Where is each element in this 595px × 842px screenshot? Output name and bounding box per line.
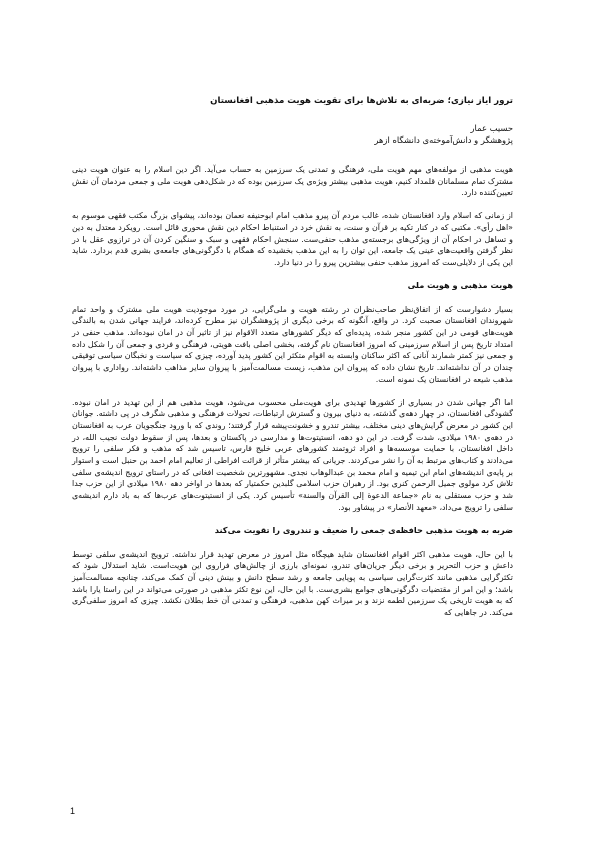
page-number: 1: [70, 806, 76, 816]
author-name: حسیب عمار: [470, 123, 513, 133]
document-body: [72, 96, 513, 630]
section-heading-memory: ضربه به هویت مذهبی حافظه‌ی جمعی را ضعیف و تندروی را تقویت می‌کند: [214, 524, 513, 535]
paragraph-intro-1: هویت مذهبی از مولفه‌های مهم هویت ملی، فرهنگی و تمدنی یک سرزمین به حساب می‌آید. اگر دین اسلام را به عنوان هویت دینی مشترک تمام مسلمانان قلمداد کنیم، هویت مذهبی بیشتر ویژه‌ی یک سرزمین بوده که در شکل‌دهی هویت ملی و جمعی مردمان آن نقش تعیین‌کننده دارد.: [72, 165, 513, 198]
paragraph-section2-1: با این حال، هویت مذهبی اکثر اقوام افغانستان شاید هیچگاه مثل امروز در معرض تهدید قرار نداشته. ترویج اندیشه‌ی سلفی توسط داعش و حزب التحریر و برخی دیگر جریان‌های تندرو، نمونه‌ای بارزی از چالش‌های فراروی این هویت‌است. شاید استدلال شود که تکثرگرایی مذهبی مانند کثرت‌گرایی سیاسی به پویایی جامعه و رشد سطح دانش و بینش دینی آن کمک می‌کند، چنانچه مسالمت‌آمیز باشد؛ و این امر از مقتضیات دگرگونی‌های جوامع بشری‌ست. با این حال، این نوع تکثر مذهبی در صورتی می‌تواند در این راستا یارا باشد که به هویت تاریخی یک سرزمین لطمه نزند و بر میراث کهن مذهبی، فرهنگی و تمدنی آن خط بطلان نکشد. چیزی که امروز سلفی‌گری می‌کند. در جاهایی که: [72, 549, 513, 618]
document-title: ترور ایاز نیازی؛ ضربه‌ای به تلاش‌ها برای تقویت هویت مذهبی افغانستان: [210, 96, 513, 106]
section-heading-identity: هویت مذهبی و هویت ملی: [407, 279, 513, 290]
paragraph-intro-2: از زمانی که اسلام وارد افغانستان شده، غالب مردم آن پیرو مذهب امام ابوحنیفه نعمان بوده‌اند، پیشوای بزرگ مکتب فقهی موسوم به «اهل رأی». مکتبی که در کنار تکیه بر قرآن و سنت، به نقش خرد در استنباط احکام دین نقش محوری قائل است. رویکرد معتدل به دین و تساهل در احکام آن از ویژگی‌های برجسته‌ی مذهب حنفی‌ست. سنجش احکام فقهی و سبک و سنگین کردن آن در ترازوی عقل با در نظر گرفتن واقعیت‌های عینی یک جامعه، این توان را به این مذهب بخشیده که همگام با دگرگونی‌های جامعه‌ی بشری قدم بردارد. شاید این یکی از دلایلی‌ست که امروز مذهب حنفی بیشترین پیرو را در دنیا دارد.: [72, 211, 513, 267]
paragraph-section1-2: اما اگر جهانی شدن در بسیاری از کشورها تهدیدی برای هویت‌ملی محسوب می‌شود، هویت مذهبی هم از این تهدید در امان نبوده. گشودگی افغانستان، در چهار دهه‌ی گذشته، به دنیای بیرون و گسترش ارتباطات، تحولات فرهنگی و مذهبی شگرف در پی داشته. جوانان این کشور در معرض گرایش‌های دینی مختلف، بیشتر تندرو و خشونت‌پیشه قرار گرفتند؛ روندی که با ورود جنگجویان عرب به افغانستان در دهه‌ی ۱۹۸۰ میلادی، شدت گرفت. در این دو دهه، انستیتوت‌ها و مدارسی در پاکستان و بعدها، پس از سقوط دولت نجیب الله، در داخل افغانستان، با حمایت موسسه‌ها و افراد ثروتمند کشورهای عربی خلیج فارس، تاسیس شد که مذهب و فکر سلفی را ترویج می‌دادند و کتاب‌های مرتبط به آن را نشر می‌کردند. جریانی که بیشتر متأثر از قرائت افراطی از تعالیم امام احمد بن حنبل است و استوار بر پایه‌ی اندیشه‌های امام ابن تیمیه و امام محمد بن عبدالوهاب نجدی. مشهورترین شخصیت افغانی که در راستای ترویج اندیشه‌ی سلفی تلاش کرد مولوی جمیل الرحمن کنری بود. از رهبران حزب اسلامی گلبدین حکمتیار که بعدها در اواخر دهه ۱۹۸۰ میلادی از این حزب جدا شد و حزب مستقلی به نام «جماعة الدعوة إلى القرآن والسنة» تأسیس کرد. یکی از انستیتوت‌های عرب‌ها که به باد دارم اندیشه‌ی سلفی را ترویج می‌داد، «معهد الأنصار» در پیشاور بود.: [72, 397, 513, 512]
paragraph-section1-1: بسیار دشوارست که از اتفاق‌نظر صاحب‌نظران در رشته هویت و ملی‌گرایی، در مورد موجودیت هویت ملی مشترک و واحد تمام شهروندان افغانستان صحبت کرد. در واقع، آنگونه که برخی دیگری از پژوهشگران نیز مطرح کرده‌اند، فرایند جهانی شدن به بالندگی هویت‌های قومی در این کشور منجر شده، پدیده‌ای که دیگر کشورهای متعدد الاقوام نیز از تاثیر آن در امان نبوده‌اند. مذهب حنفی در امتداد تاریخ پس از اسلام سرزمینی که امروز افغانستان نام گرفته، بخشی اصلی بافت هویتی، فرهنگی و فردی و جمعی آن را شکل داده و جمعی نیز کمتر شمارند آنانی که اکثر ساکنان وابسته به اقوام متکثر این کشور پدید آورده، چیزی که سیاست و نخبگان سیاسی توفیقی چندان در آن نداشته‌اند. تاریخ نشان داده که پیروان این مذهب، زیست مسالمت‌آمیز با پیروان سایر مذاهب داشته‌اند. رواداری با پیروان مذهب شیعه در افغانستان یک نمونه است.: [72, 304, 513, 384]
author-affiliation: پژوهشگر و دانش‌آموخته‌ی دانشگاه ازهر: [374, 135, 513, 145]
